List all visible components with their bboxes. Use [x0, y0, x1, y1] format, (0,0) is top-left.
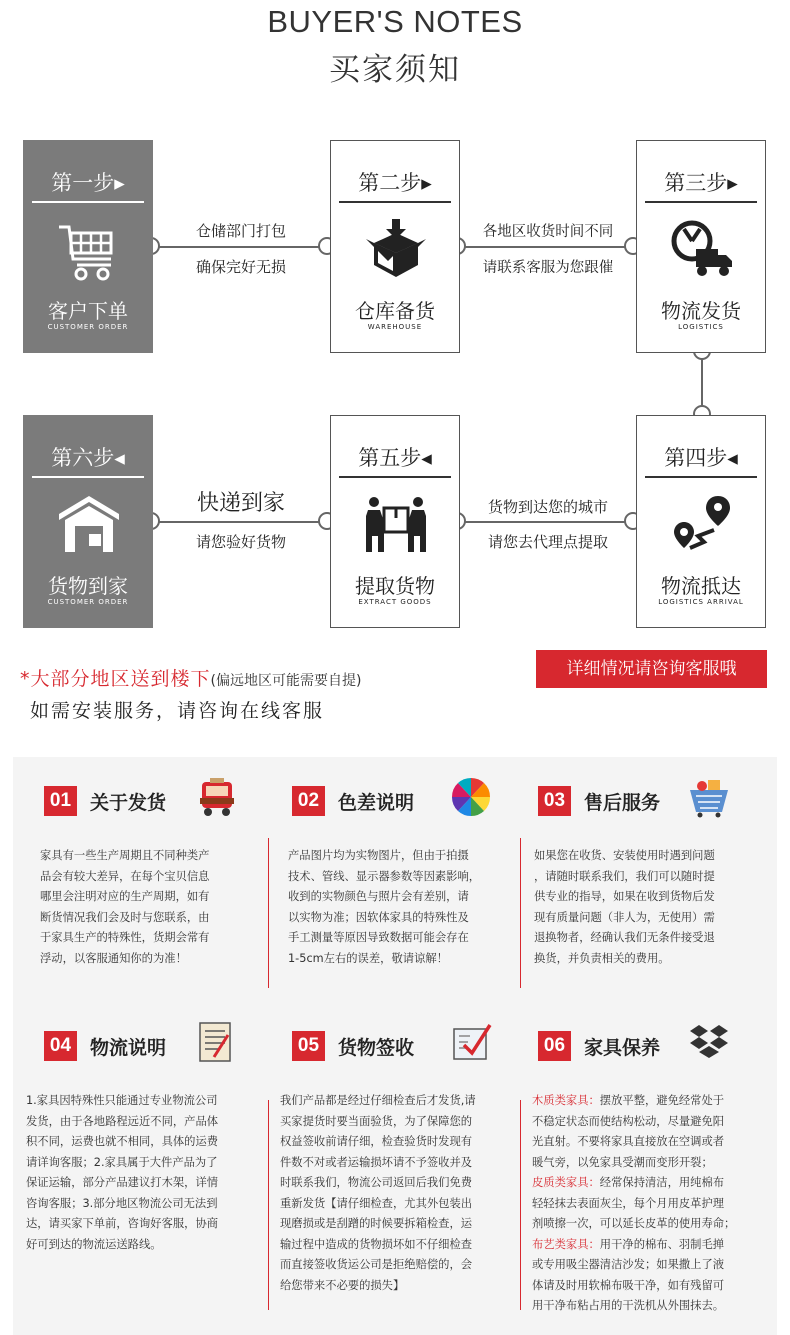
- card-line-text: 用干净布粘占用的干洗机从外围抹去。: [532, 1299, 725, 1312]
- step-3-heading: 第三步▸: [664, 171, 738, 195]
- card-line: 发货，由于各地路程远近不同，产品体: [26, 1114, 219, 1128]
- page-title-cn: 买家须知: [329, 52, 461, 88]
- step-5-heading: 第五步◂: [358, 446, 432, 470]
- card-line: 技术、管线、显示器参数等因素影响，: [288, 869, 481, 883]
- card-line: 收到的实物颜色与照片会有差别，请: [288, 890, 469, 903]
- step-4-heading: 第四步◂: [664, 446, 738, 470]
- step-6-heading: 第六步◂: [51, 446, 125, 470]
- card-number: 01: [44, 786, 77, 816]
- card-number: 06: [538, 1031, 571, 1061]
- step-4-box: [636, 415, 766, 628]
- card-title: 色差说明: [338, 792, 415, 814]
- step-divider: [32, 476, 144, 478]
- color-palette-icon: [450, 776, 492, 818]
- checklist-icon: [450, 1021, 492, 1063]
- card-body: [40, 846, 258, 969]
- step-divider: [339, 201, 451, 203]
- step-6-label-en: CUSTOMER ORDER: [47, 598, 129, 606]
- card-line-text: 剂喷擦一次，可以延长皮革的使用寿命；: [532, 1217, 736, 1230]
- fire-truck-icon: [196, 776, 238, 818]
- card-line: 如果您在收货、安装使用时遇到问题: [534, 849, 715, 862]
- card-number: 04: [44, 1031, 77, 1061]
- card-line: [532, 1112, 760, 1133]
- connector-5-6-top: 快递到家: [196, 491, 285, 516]
- connector-4-5-top: 货物到达您的城市: [487, 498, 608, 516]
- card-line: 现有质量问题（非人为，无使用）需: [534, 910, 715, 924]
- connector-4-5-bottom: 请您去代理点提取: [487, 533, 608, 551]
- step-4-label: 物流抵达: [661, 574, 741, 598]
- card-body: [26, 1091, 254, 1255]
- connector-line-1-2: [153, 246, 331, 248]
- page-title-en: BUYER'S NOTES: [267, 4, 523, 39]
- step-2-label: 仓库备货: [355, 299, 435, 323]
- package-box-icon: [364, 217, 428, 281]
- card-line: [532, 1091, 760, 1112]
- step-6-box: [23, 415, 153, 628]
- card-line: 产品图片均为实物图片，但由于拍摄: [288, 849, 469, 862]
- dropbox-icon: [688, 1021, 730, 1063]
- card-line: [532, 1296, 760, 1317]
- connector-5-6-bottom: 请您验好货物: [195, 533, 286, 551]
- card-line: [532, 1276, 760, 1297]
- care-category-fabric: 布艺类家具：: [532, 1237, 600, 1251]
- divider-line: [520, 838, 521, 988]
- card-line: [532, 1132, 760, 1153]
- card-line: 浮动，以客服通知你的为准！: [40, 951, 187, 965]
- card-line-text: 体请及时用软棉布吸干净，如有残留可: [532, 1278, 725, 1292]
- step-2-box: [330, 140, 460, 353]
- card-line: [532, 1235, 760, 1256]
- step-5-label-en: EXTRACT GOODS: [358, 598, 432, 606]
- divider-line: [268, 838, 269, 988]
- shopping-basket-icon: [688, 776, 730, 818]
- step-1-label-en: CUSTOMER ORDER: [47, 323, 129, 331]
- clipboard-icon: [194, 1021, 236, 1063]
- card-title: 货物签收: [338, 1037, 415, 1059]
- card-line: 退换物者，经确认我们无条件接受退: [534, 931, 715, 944]
- card-line: 输过程中造成的货物损坏如不仔细检查: [280, 1237, 473, 1251]
- step-divider: [339, 476, 451, 478]
- card-body: [532, 1091, 760, 1317]
- card-line: 时联系我们，物流公司返回后我们免费: [280, 1176, 473, 1189]
- card-line: 手工测量等原因导致数据可能会存在: [288, 931, 469, 944]
- step-1-label: 客户下单: [48, 299, 128, 323]
- step-1-box: [23, 140, 153, 353]
- card-line: 以实物为准；因软体家具的特殊性及: [288, 910, 469, 924]
- card-line: 件数不对或者运输损坏请不予签收并及: [280, 1155, 473, 1169]
- connector-1-2-bottom: 确保完好无损: [195, 258, 286, 276]
- card-body: [280, 1091, 506, 1296]
- install-note: 如需安装服务，请咨询在线客服: [30, 700, 325, 722]
- step-5-box: [330, 415, 460, 628]
- card-title: 物流说明: [90, 1037, 167, 1059]
- divider-line: [268, 1100, 269, 1310]
- step-1-heading: 第一步▸: [51, 171, 125, 195]
- card-line: 家具有一些生产周期且不同种类产: [40, 849, 210, 862]
- card-line: 而直接签收货运公司是拒绝赔偿的，会: [280, 1258, 473, 1271]
- card-line: 哪里会注明对应的生产周期，如有: [40, 890, 210, 903]
- step-3-label-en: LOGISTICS: [678, 323, 724, 331]
- care-category-leather: 皮质类家具：: [532, 1176, 600, 1189]
- card-line: 给您带来不必要的损失】: [280, 1278, 405, 1292]
- card-title: 关于发货: [90, 792, 167, 814]
- card-body: [534, 846, 752, 969]
- card-body: [288, 846, 506, 969]
- connector-1-2-top: 仓储部门打包: [195, 222, 286, 240]
- card-line: [532, 1173, 760, 1194]
- connector-line-5-6: [153, 521, 331, 523]
- card-line: 1.家具因特殊性只能通过专业物流公司: [26, 1094, 218, 1107]
- delivery-truck-icon: [670, 217, 734, 281]
- step-divider: [645, 476, 757, 478]
- shopping-cart-icon: [57, 217, 121, 281]
- card-line: 品会有较大差异，在每个宝贝信息: [40, 869, 210, 883]
- note-highlight: 大部分地区送到楼下: [30, 668, 211, 690]
- card-line-text: 光直射。不要将家具直接放在空调或者: [532, 1135, 725, 1148]
- step-2-heading: 第二步▸: [358, 171, 432, 195]
- note-remote-areas: (偏远地区可能需要自提): [210, 673, 362, 689]
- warehouse-icon: [57, 492, 121, 556]
- step-divider: [32, 201, 144, 203]
- step-3-box: [636, 140, 766, 353]
- card-title: 家具保养: [584, 1037, 661, 1059]
- connector-line-4-5: [459, 521, 637, 523]
- carry-box-icon: [364, 492, 428, 556]
- divider-line: [520, 1100, 521, 1310]
- card-title: 售后服务: [584, 792, 661, 814]
- card-line: 买家提货时要当面验货，为了保障您的: [280, 1114, 473, 1128]
- card-line: [532, 1153, 760, 1174]
- card-line: 重新发货【请仔细检查，尤其外包装出: [280, 1196, 473, 1210]
- card-line: 供专业的指导，如果在收到货物后发: [534, 890, 715, 903]
- card-line: [532, 1255, 760, 1276]
- card-line-text: 经常保持清洁，用纯棉布: [599, 1176, 725, 1189]
- card-line: 请详询客服；2.家具属于大件产品为了: [26, 1155, 218, 1169]
- card-line-text: 摆放平整，避免经常处于: [599, 1094, 725, 1107]
- card-number: 05: [292, 1031, 325, 1061]
- card-line: 权益签收前请仔细，检查验货时发现有: [280, 1135, 473, 1148]
- card-line: 达，请买家下单前，咨询好客服，协商: [26, 1217, 219, 1230]
- card-line: 于家具生产的特殊性，货期会常有: [40, 931, 210, 944]
- step-divider: [645, 201, 757, 203]
- card-line: 咨询客服；3.部分地区物流公司无法到: [26, 1196, 218, 1210]
- card-number: 03: [538, 786, 571, 816]
- map-route-icon: [670, 492, 734, 556]
- card-line: ，请随时联系我们，我们可以随时提: [534, 869, 715, 883]
- card-line: 积不同，运费也就不相同，具体的运费: [26, 1135, 219, 1148]
- note-star: *: [20, 668, 31, 690]
- connector-line-2-3: [459, 246, 637, 248]
- card-line-text: 轻轻抹去表面灰尘，每个月用皮革护理: [532, 1196, 725, 1210]
- card-line: 1-5cm左右的误差，敬请谅解！: [288, 951, 448, 965]
- card-number: 02: [292, 786, 325, 816]
- card-line: 我们产品都是经过仔细检查后才发货,请: [280, 1094, 476, 1107]
- connector-2-3-bottom: 请联系客服为您跟催: [482, 260, 614, 276]
- card-line: [532, 1194, 760, 1215]
- card-line: 保证运输，部分产品建议打木架，详情: [26, 1176, 219, 1189]
- card-line: 好可到达的物流运送路线。: [26, 1237, 162, 1251]
- card-line-text: 暖气旁，以免家具受潮而变形开裂；: [532, 1155, 713, 1169]
- care-category-wood: 木质类家具：: [532, 1094, 600, 1107]
- card-line: 现磨损或是刮蹭的时候要拆箱检查，运: [280, 1217, 473, 1230]
- card-line: 换货，并负责相关的费用。: [534, 951, 670, 965]
- step-5-label: 提取货物: [355, 574, 435, 598]
- card-line-text: 或专用吸尘器清洁沙发；如果撒上了液: [532, 1258, 725, 1271]
- step-3-label: 物流发货: [661, 299, 741, 323]
- connector-2-3-top: 各地区收货时间不同: [482, 224, 614, 240]
- step-6-label: 货物到家: [48, 574, 128, 598]
- card-line: [532, 1214, 760, 1235]
- step-4-label-en: LOGISTICS ARRIVAL: [658, 598, 744, 606]
- consult-button[interactable]: 详细情况请咨询客服哦: [536, 650, 767, 688]
- step-2-label-en: WAREHOUSE: [367, 323, 423, 331]
- delivery-note: [20, 664, 361, 691]
- card-line: 断货情况我们会及时与您联系，由: [40, 910, 210, 924]
- card-line-text: 不稳定状态而使结构松动，尽量避免阳: [532, 1114, 725, 1128]
- card-line-text: 用干净的棉布、羽制毛掸: [599, 1237, 725, 1251]
